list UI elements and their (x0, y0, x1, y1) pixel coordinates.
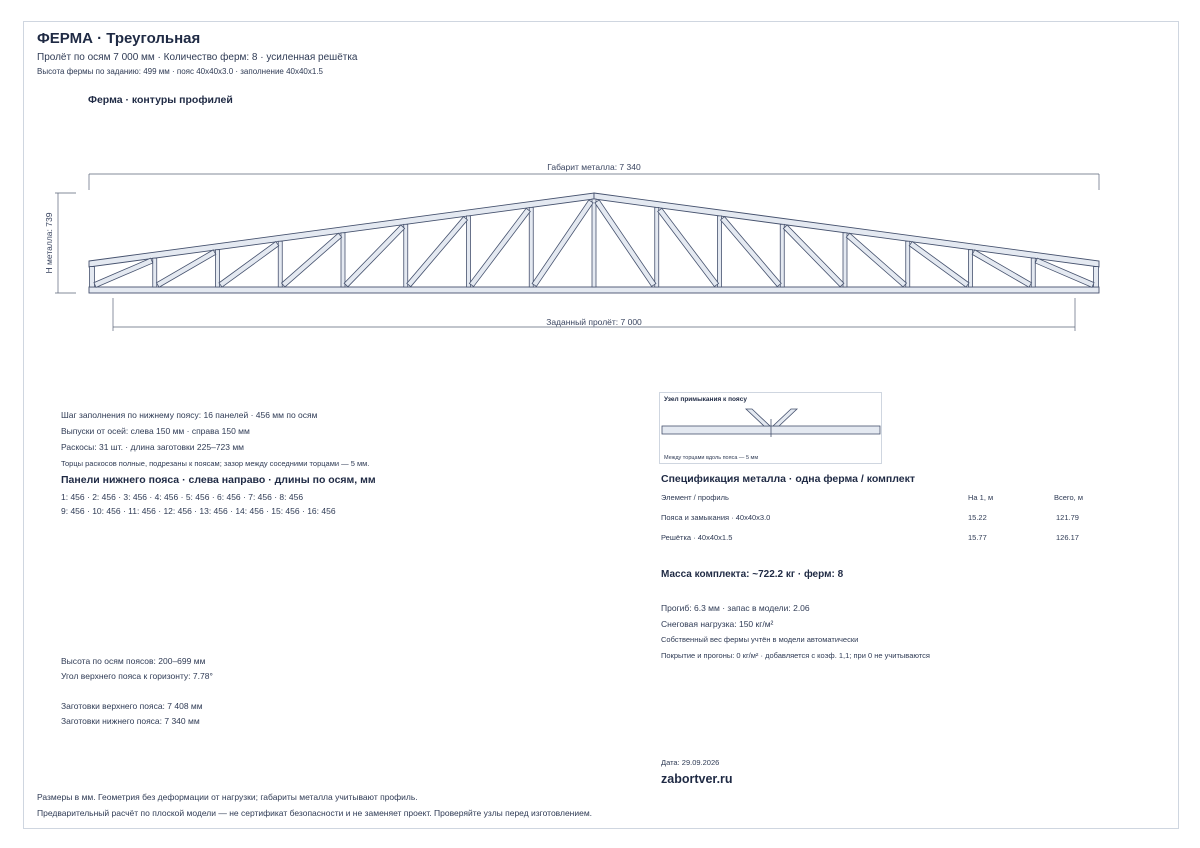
truss-vertical (843, 233, 847, 287)
spec-col-element: Элемент / профиль (661, 493, 729, 502)
truss-diagonal (846, 233, 906, 287)
truss-vertical (906, 241, 910, 287)
panels-row-2: 9: 456 · 10: 456 · 11: 456 · 12: 456 · 13: 456 · 14: 456 · 15: 456 · 16: 456 (61, 506, 336, 516)
panels-row-1: 1: 456 · 2: 456 · 3: 456 · 4: 456 · 5: 456 · 6: 456 · 7: 456 · 8: 456 (61, 492, 304, 502)
drawing-section-title: Ферма · контуры профилей (88, 94, 233, 106)
truss-vertical (655, 207, 659, 287)
truss-vertical (780, 224, 784, 287)
panel-item: 6: 456 (217, 492, 241, 502)
dim-span-label: Заданный пролёт: 7 000 (546, 317, 642, 327)
spec-col-total: Всего, м (1054, 493, 1083, 502)
geom-angle: Угол верхнего пояса к горизонту: 7.78° (61, 671, 213, 681)
param-infill-step: Шаг заполнения по нижнему поясу: 16 панелей · 456 мм по осям (61, 410, 318, 420)
calc-deflection: Прогиб: 6.3 мм · запас в модели: 2.06 (661, 603, 810, 613)
truss-vertical (718, 216, 722, 287)
spec-row-per: 15.77 (968, 533, 987, 542)
truss-vertical (404, 224, 408, 287)
param-diagonals: Раскосы: 31 шт. · длина заготовки 225–723 мм (61, 442, 245, 452)
joint-detail-title: Узел примыкания к поясу (664, 396, 747, 403)
spec-col-per: На 1, м (968, 493, 994, 502)
panel-item: 7: 456 (248, 492, 272, 502)
param-overhangs: Выпуски от осей: слева 150 мм · справа 150 мм (61, 426, 250, 436)
truss-diagonal (658, 208, 719, 286)
truss-diagonal (407, 217, 468, 287)
spec-row-per: 15.22 (968, 513, 987, 522)
panel-item: 5: 456 (185, 492, 210, 502)
truss-diagonal (344, 225, 404, 287)
panel-item: 14: 456 (235, 506, 264, 516)
truss-diagonal (532, 200, 593, 287)
geom-top-chord-blank: Заготовки верхнего пояса: 7 408 мм (61, 701, 203, 711)
kit-mass: Масса комплекта: ~722.2 кг · ферм: 8 (661, 569, 844, 580)
panel-item: 15: 456 (271, 506, 300, 516)
panel-item: 2: 456 (92, 492, 116, 502)
joint-detail-caption: Между торцами вдоль пояса — 5 мм (664, 455, 759, 461)
truss-vertical (216, 250, 220, 287)
header-line-1: Пролёт по осям 7 000 мм · Количество ферм: 8 · усиленная решётка (37, 52, 358, 63)
bottom-chord (89, 287, 1099, 293)
footer-note-2: Предварительный расчёт по плоской модели — не сертификат безопасности и не заменяет проект. Проверяйте узлы перед изготовлением. (37, 808, 593, 818)
spec-row-name: Решётка · 40x40x1.5 (661, 533, 733, 542)
truss-diagonal (595, 200, 656, 287)
truss-drawing (0, 0, 1200, 380)
truss-diagonal (783, 225, 843, 287)
dim-overall-label: Габарит металла: 7 340 (547, 162, 641, 172)
calc-snow-load: Снеговая нагрузка: 150 кг/м² (661, 619, 774, 629)
header-line-2: Высота фермы по заданию: 499 мм · пояс 40x40x3.0 · заполнение 40x40x1.5 (37, 67, 323, 76)
spec-row-total: 126.17 (1056, 533, 1079, 542)
truss-vertical (90, 267, 95, 287)
truss-vertical (278, 241, 282, 287)
panel-item: 12: 456 (163, 506, 192, 516)
panel-item: 16: 456 (307, 506, 336, 516)
geom-height: Высота по осям поясов: 200–699 мм (61, 656, 206, 666)
truss-diagonal (282, 233, 342, 287)
geom-bottom-chord-blank: Заготовки нижнего пояса: 7 340 мм (61, 716, 200, 726)
spec-row-name: Пояса и замыкания · 40x40x3.0 (661, 513, 771, 522)
calc-self-weight: Собственный вес фермы учтён в модели автоматически (661, 635, 859, 644)
panel-item: 9: 456 (61, 506, 85, 516)
truss-vertical (467, 216, 471, 287)
truss-diagonal (721, 217, 782, 287)
panel-item: 11: 456 (128, 506, 156, 516)
truss-vertical (1094, 267, 1099, 287)
dim-height-label: H металла: 739 (44, 212, 54, 274)
panel-item: 10: 456 (92, 506, 121, 516)
panel-item: 3: 456 (123, 492, 148, 502)
panel-item: 1: 456 (61, 492, 85, 502)
panel-item: 13: 456 (199, 506, 228, 516)
truss-vertical (529, 207, 533, 287)
panel-item: 8: 456 (279, 492, 304, 502)
site-brand: zabortver.ru (661, 772, 733, 786)
truss-profiles (89, 193, 1099, 293)
truss-vertical (969, 250, 973, 287)
panel-item: 4: 456 (154, 492, 179, 502)
page-title: ФЕРМА · Треугольная (37, 30, 201, 47)
doc-date: Дата: 29.09.2026 (661, 758, 720, 767)
spec-row-total: 121.79 (1056, 513, 1079, 522)
calc-roofing: Покрытие и прогоны: 0 кг/м² · добавляется с коэф. 1,1; при 0 не учитываются (661, 651, 930, 660)
panels-title: Панели нижнего пояса · слева направо · длины по осям, мм (61, 474, 376, 486)
truss-vertical (592, 199, 596, 287)
footer-note-1: Размеры в мм. Геометрия без деформации от нагрузки; габариты металла учитывают профиль. (37, 792, 418, 802)
param-ends-note: Торцы раскосов полные, подрезаны к поясам; зазор между соседними торцами — 5 мм. (61, 459, 370, 468)
truss-diagonal (469, 208, 530, 286)
joint-detail-box (659, 392, 882, 464)
truss-vertical (341, 233, 345, 287)
spec-title: Спецификация металла · одна ферма / комплект (661, 473, 916, 485)
